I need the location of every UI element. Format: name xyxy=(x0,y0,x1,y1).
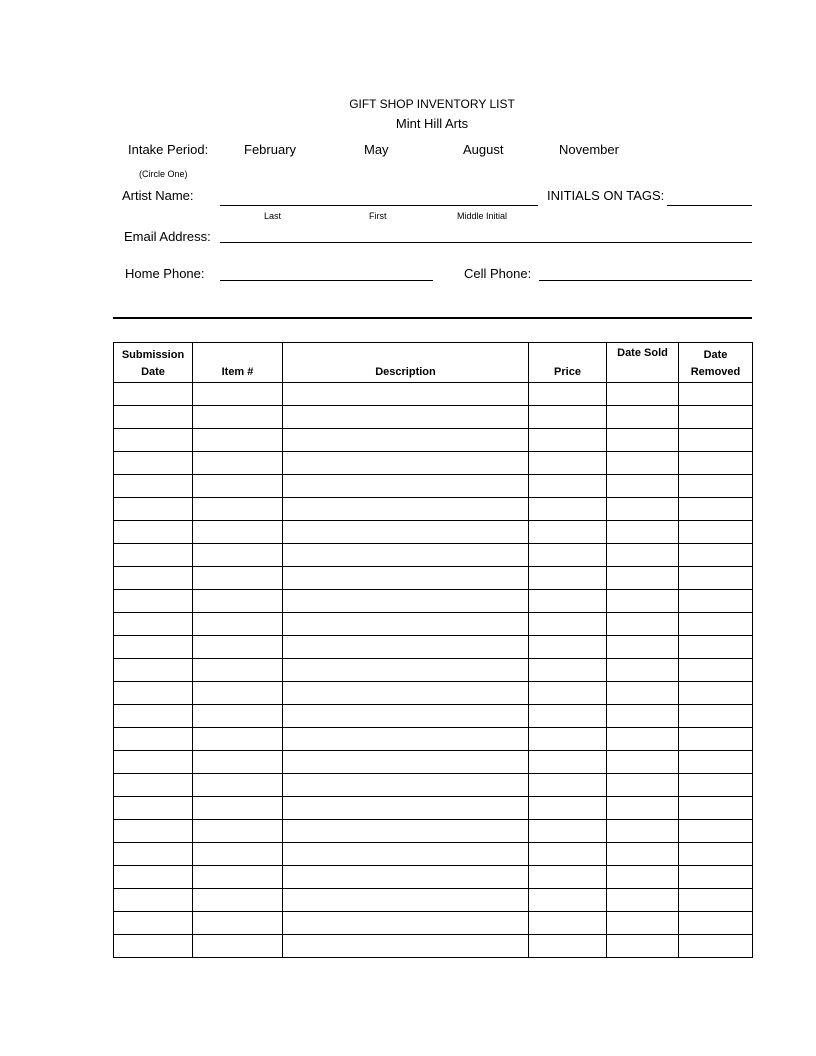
submission-date-cell[interactable] xyxy=(114,567,193,590)
item-number-cell[interactable] xyxy=(193,889,283,912)
item-number-cell[interactable] xyxy=(193,636,283,659)
description-cell[interactable] xyxy=(283,498,529,521)
submission-date-cell[interactable] xyxy=(114,797,193,820)
price-cell[interactable] xyxy=(529,590,607,613)
description-cell[interactable] xyxy=(283,590,529,613)
item-number-cell[interactable] xyxy=(193,406,283,429)
col-header-text: Price xyxy=(554,366,581,378)
description-cell[interactable] xyxy=(283,797,529,820)
description-cell[interactable] xyxy=(283,682,529,705)
table-row xyxy=(114,590,753,613)
date-sold-cell[interactable] xyxy=(607,797,679,820)
initials-on-tags-field[interactable] xyxy=(667,205,752,206)
table-row xyxy=(114,521,753,544)
item-number-cell[interactable] xyxy=(193,567,283,590)
artist-last-sublabel: Last xyxy=(264,211,282,221)
inventory-table xyxy=(113,342,753,958)
cell-phone-label: Cell Phone: xyxy=(464,266,532,281)
submission-date-cell[interactable] xyxy=(114,521,193,544)
table-header-row xyxy=(114,343,753,383)
submission-date-cell[interactable] xyxy=(114,498,193,521)
col-header-text: Date xyxy=(141,366,165,378)
date-removed-cell[interactable] xyxy=(679,797,753,820)
description-cell[interactable] xyxy=(283,774,529,797)
date-removed-cell[interactable] xyxy=(679,774,753,797)
date-removed-cell[interactable] xyxy=(679,498,753,521)
submission-date-cell[interactable] xyxy=(114,866,193,889)
date-removed-cell[interactable] xyxy=(679,728,753,751)
table-row xyxy=(114,659,753,682)
col-header-price xyxy=(529,343,607,383)
table-row xyxy=(114,843,753,866)
email-address-field[interactable] xyxy=(220,242,752,243)
price-cell[interactable] xyxy=(529,728,607,751)
submission-date-cell[interactable] xyxy=(114,774,193,797)
date-removed-cell[interactable] xyxy=(679,590,753,613)
form-subtitle: Mint Hill Arts xyxy=(395,116,469,131)
description-cell[interactable] xyxy=(283,889,529,912)
description-cell[interactable] xyxy=(283,452,529,475)
col-header-text: Date Sold xyxy=(617,347,668,359)
price-cell[interactable] xyxy=(529,613,607,636)
item-number-cell[interactable] xyxy=(193,820,283,843)
submission-date-cell[interactable] xyxy=(114,406,193,429)
col-header-date-sold xyxy=(607,343,679,383)
price-cell[interactable] xyxy=(529,383,607,406)
date-removed-cell[interactable] xyxy=(679,521,753,544)
submission-date-cell[interactable] xyxy=(114,429,193,452)
table-row xyxy=(114,544,753,567)
item-number-cell[interactable] xyxy=(193,728,283,751)
description-cell[interactable] xyxy=(283,866,529,889)
table-row xyxy=(114,452,753,475)
date-removed-cell[interactable] xyxy=(679,613,753,636)
table-row xyxy=(114,705,753,728)
description-cell[interactable] xyxy=(283,659,529,682)
submission-date-cell[interactable] xyxy=(114,636,193,659)
submission-date-cell[interactable] xyxy=(114,659,193,682)
date-sold-cell[interactable] xyxy=(607,567,679,590)
table-row xyxy=(114,613,753,636)
item-number-cell[interactable] xyxy=(193,866,283,889)
price-cell[interactable] xyxy=(529,797,607,820)
description-cell[interactable] xyxy=(283,912,529,935)
col-header-text: Submission xyxy=(121,349,185,361)
submission-date-cell[interactable] xyxy=(114,544,193,567)
description-cell[interactable] xyxy=(283,406,529,429)
item-number-cell[interactable] xyxy=(193,935,283,958)
submission-date-cell[interactable] xyxy=(114,613,193,636)
price-cell[interactable] xyxy=(529,751,607,774)
col-header-date-removed xyxy=(679,343,753,383)
description-cell[interactable] xyxy=(283,820,529,843)
date-sold-cell[interactable] xyxy=(607,636,679,659)
description-cell[interactable] xyxy=(283,705,529,728)
table-row xyxy=(114,406,753,429)
description-cell[interactable] xyxy=(283,751,529,774)
cell-phone-field[interactable] xyxy=(539,280,752,281)
date-sold-cell[interactable] xyxy=(607,843,679,866)
date-sold-cell[interactable] xyxy=(607,774,679,797)
date-removed-cell[interactable] xyxy=(679,544,753,567)
date-sold-cell[interactable] xyxy=(607,935,679,958)
submission-date-cell[interactable] xyxy=(114,705,193,728)
date-sold-cell[interactable] xyxy=(607,866,679,889)
date-removed-cell[interactable] xyxy=(679,912,753,935)
date-sold-cell[interactable] xyxy=(607,521,679,544)
submission-date-cell[interactable] xyxy=(114,843,193,866)
intake-option-november[interactable]: November xyxy=(559,142,619,157)
col-header-submission-date xyxy=(114,343,193,383)
date-removed-cell[interactable] xyxy=(679,935,753,958)
date-sold-cell[interactable] xyxy=(607,889,679,912)
artist-first-sublabel: First xyxy=(369,211,387,221)
intake-option-may[interactable]: May xyxy=(364,142,389,157)
price-cell[interactable] xyxy=(529,406,607,429)
artist-name-field[interactable] xyxy=(220,205,538,206)
table-row xyxy=(114,866,753,889)
date-sold-cell[interactable] xyxy=(607,659,679,682)
date-removed-cell[interactable] xyxy=(679,705,753,728)
date-removed-cell[interactable] xyxy=(679,452,753,475)
form-title: GIFT SHOP INVENTORY LIST xyxy=(349,97,515,111)
date-sold-cell[interactable] xyxy=(607,912,679,935)
price-cell[interactable] xyxy=(529,682,607,705)
date-sold-cell[interactable] xyxy=(607,429,679,452)
date-sold-cell[interactable] xyxy=(607,406,679,429)
table-row xyxy=(114,912,753,935)
date-sold-cell[interactable] xyxy=(607,452,679,475)
item-number-cell[interactable] xyxy=(193,475,283,498)
table-row xyxy=(114,383,753,406)
price-cell[interactable] xyxy=(529,820,607,843)
date-sold-cell[interactable] xyxy=(607,820,679,843)
price-cell[interactable] xyxy=(529,866,607,889)
submission-date-cell[interactable] xyxy=(114,383,193,406)
table-row xyxy=(114,636,753,659)
table-row xyxy=(114,935,753,958)
item-number-cell[interactable] xyxy=(193,751,283,774)
price-cell[interactable] xyxy=(529,774,607,797)
date-sold-cell[interactable] xyxy=(607,751,679,774)
intake-option-february[interactable]: February xyxy=(244,142,297,157)
description-cell[interactable] xyxy=(283,475,529,498)
submission-date-cell[interactable] xyxy=(114,590,193,613)
date-removed-cell[interactable] xyxy=(679,406,753,429)
price-cell[interactable] xyxy=(529,521,607,544)
item-number-cell[interactable] xyxy=(193,843,283,866)
date-sold-cell[interactable] xyxy=(607,682,679,705)
submission-date-cell[interactable] xyxy=(114,820,193,843)
price-cell[interactable] xyxy=(529,498,607,521)
item-number-cell[interactable] xyxy=(193,498,283,521)
date-removed-cell[interactable] xyxy=(679,843,753,866)
description-cell[interactable] xyxy=(283,728,529,751)
price-cell[interactable] xyxy=(529,705,607,728)
submission-date-cell[interactable] xyxy=(114,912,193,935)
description-cell[interactable] xyxy=(283,383,529,406)
col-header-text: Description xyxy=(375,366,436,378)
price-cell[interactable] xyxy=(529,429,607,452)
price-cell[interactable] xyxy=(529,452,607,475)
table-row xyxy=(114,728,753,751)
date-removed-cell[interactable] xyxy=(679,820,753,843)
date-sold-cell[interactable] xyxy=(607,383,679,406)
price-cell[interactable] xyxy=(529,889,607,912)
home-phone-label: Home Phone: xyxy=(125,266,205,281)
date-removed-cell[interactable] xyxy=(679,751,753,774)
submission-date-cell[interactable] xyxy=(114,682,193,705)
description-cell[interactable] xyxy=(283,521,529,544)
price-cell[interactable] xyxy=(529,567,607,590)
item-number-cell[interactable] xyxy=(193,429,283,452)
table-row xyxy=(114,567,753,590)
section-divider xyxy=(113,317,752,319)
date-sold-cell[interactable] xyxy=(607,705,679,728)
date-removed-cell[interactable] xyxy=(679,429,753,452)
date-removed-cell[interactable] xyxy=(679,889,753,912)
item-number-cell[interactable] xyxy=(193,383,283,406)
date-sold-cell[interactable] xyxy=(607,728,679,751)
item-number-cell[interactable] xyxy=(193,797,283,820)
inventory-table-body xyxy=(114,383,753,958)
item-number-cell[interactable] xyxy=(193,590,283,613)
item-number-cell[interactable] xyxy=(193,544,283,567)
item-number-cell[interactable] xyxy=(193,659,283,682)
description-cell[interactable] xyxy=(283,843,529,866)
description-cell[interactable] xyxy=(283,935,529,958)
price-cell[interactable] xyxy=(529,544,607,567)
price-cell[interactable] xyxy=(529,935,607,958)
description-cell[interactable] xyxy=(283,613,529,636)
item-number-cell[interactable] xyxy=(193,452,283,475)
price-cell[interactable] xyxy=(529,659,607,682)
item-number-cell[interactable] xyxy=(193,521,283,544)
date-removed-cell[interactable] xyxy=(679,475,753,498)
date-sold-cell[interactable] xyxy=(607,498,679,521)
description-cell[interactable] xyxy=(283,429,529,452)
table-row xyxy=(114,751,753,774)
table-row xyxy=(114,429,753,452)
date-sold-cell[interactable] xyxy=(607,475,679,498)
table-row xyxy=(114,498,753,521)
intake-option-august[interactable]: August xyxy=(463,142,504,157)
table-row xyxy=(114,889,753,912)
item-number-cell[interactable] xyxy=(193,774,283,797)
circle-one-note: (Circle One) xyxy=(139,169,188,179)
submission-date-cell[interactable] xyxy=(114,751,193,774)
item-number-cell[interactable] xyxy=(193,682,283,705)
email-address-label: Email Address: xyxy=(124,229,211,244)
col-header-text: Item # xyxy=(221,366,254,378)
price-cell[interactable] xyxy=(529,843,607,866)
date-removed-cell[interactable] xyxy=(679,659,753,682)
artist-middle-initial-sublabel: Middle Initial xyxy=(457,211,508,221)
date-removed-cell[interactable] xyxy=(679,567,753,590)
artist-name-label: Artist Name: xyxy=(122,188,194,203)
date-removed-cell[interactable] xyxy=(679,682,753,705)
table-row xyxy=(114,797,753,820)
item-number-cell[interactable] xyxy=(193,912,283,935)
description-cell[interactable] xyxy=(283,636,529,659)
col-header-text: Date xyxy=(703,349,728,361)
submission-date-cell[interactable] xyxy=(114,935,193,958)
intake-period-label: Intake Period: xyxy=(128,142,209,157)
date-sold-cell[interactable] xyxy=(607,613,679,636)
submission-date-cell[interactable] xyxy=(114,475,193,498)
initials-on-tags-label: INITIALS ON TAGS: xyxy=(547,188,665,203)
price-cell[interactable] xyxy=(529,912,607,935)
submission-date-cell[interactable] xyxy=(114,728,193,751)
price-cell[interactable] xyxy=(529,636,607,659)
home-phone-field[interactable] xyxy=(220,280,433,281)
description-cell[interactable] xyxy=(283,567,529,590)
item-number-cell[interactable] xyxy=(193,705,283,728)
price-cell[interactable] xyxy=(529,475,607,498)
submission-date-cell[interactable] xyxy=(114,889,193,912)
date-removed-cell[interactable] xyxy=(679,383,753,406)
table-row xyxy=(114,820,753,843)
date-removed-cell[interactable] xyxy=(679,866,753,889)
submission-date-cell[interactable] xyxy=(114,452,193,475)
table-row xyxy=(114,475,753,498)
col-header-description xyxy=(283,343,529,383)
col-header-item-number xyxy=(193,343,283,383)
date-sold-cell[interactable] xyxy=(607,590,679,613)
table-row xyxy=(114,774,753,797)
table-row xyxy=(114,682,753,705)
item-number-cell[interactable] xyxy=(193,613,283,636)
col-header-text: Removed xyxy=(690,366,741,378)
date-removed-cell[interactable] xyxy=(679,636,753,659)
date-sold-cell[interactable] xyxy=(607,544,679,567)
description-cell[interactable] xyxy=(283,544,529,567)
